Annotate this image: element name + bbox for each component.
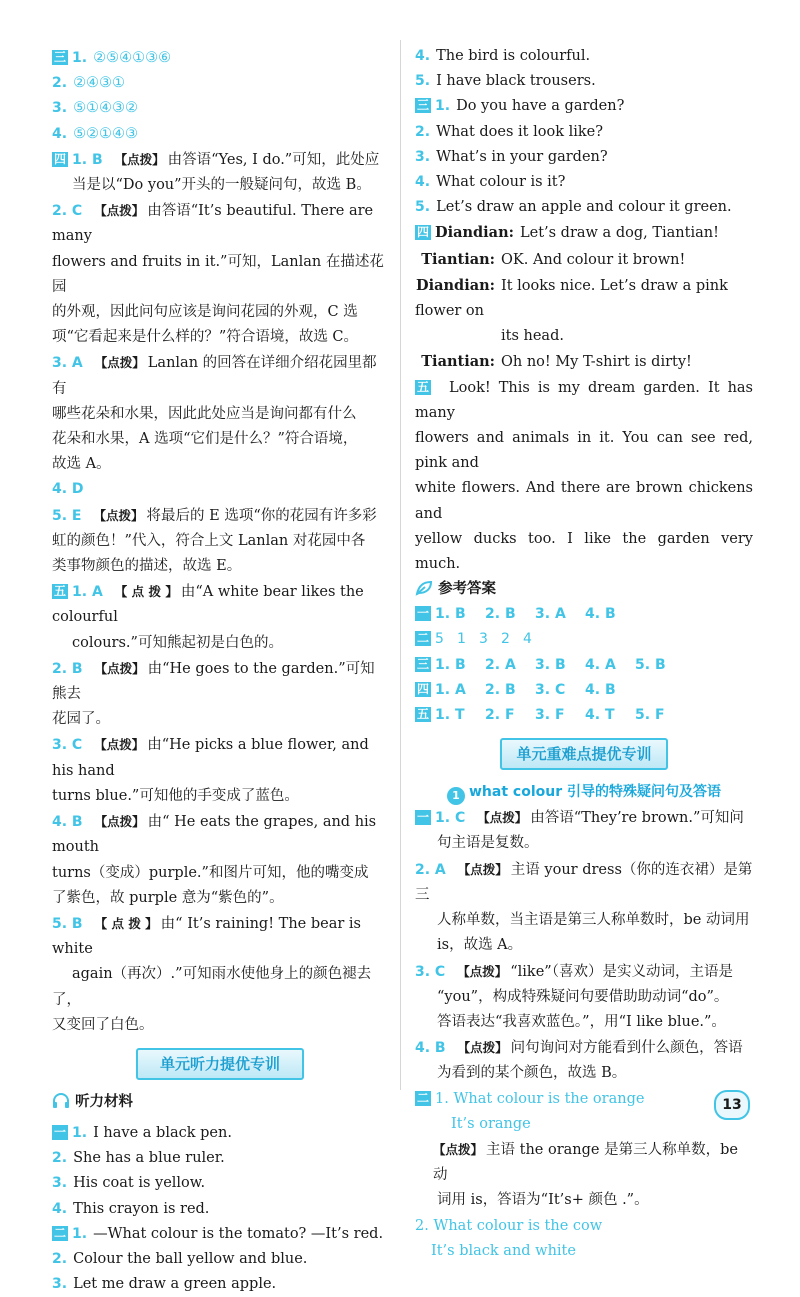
material-part-2-cont: [415, 44, 753, 94]
section-badge: 三: [417, 656, 430, 671]
page-number: 13: [714, 1090, 750, 1120]
section-5-explanations: [52, 579, 388, 1038]
section-badge: 二: [54, 1225, 67, 1240]
dialogue-line: Diandian: It looks nice. Let’s draw a pink flower on its head.: [415, 276, 728, 345]
topic-part-2: [415, 1087, 753, 1264]
list-item: 3. What’s in your garden?: [415, 148, 608, 165]
key-points-banner: 单元重难点提优专训: [500, 738, 668, 770]
dialogue-line: 四 Diandian: Let’s draw a dog, Tiantian!: [417, 224, 719, 242]
tip-block: 【点拨】 主语 the orange 是第三人称单数，be 动 词用 is，答语为“It’s+ 颜色 .”。: [433, 1141, 738, 1209]
list-item: 三 1. ②⑤④①③⑥: [54, 50, 172, 66]
list-item: 3. Let me draw a green apple.: [52, 1276, 277, 1293]
list-item: 2. C 【点拨】 由答语“It’s beautiful. There are many flowers and fruits in it.”可知，Lanlan 在描述花园 的外观，因此问句应该是询问花园的外观，C 选 项“它看起来是什么样的？”符合语境，故选 C。: [52, 203, 384, 346]
section-badge: 四: [54, 151, 67, 166]
answer-line: It’s orange: [451, 1115, 531, 1132]
answer-row: 三 1. B 2. A 3. B 4. A 5. B: [417, 656, 666, 673]
section-badge: 五: [54, 584, 67, 599]
right-column: [415, 44, 753, 1264]
section-badge: 三: [417, 98, 430, 113]
list-item: 2. What does it look like?: [415, 123, 604, 140]
list-item: 3. A 【点拨】 Lanlan 的回答在详细介绍花园里都有 哪些花朵和水果，因此此处应当是询问都有什么 花朵和水果，A 选项“它们是什么？”符合语境， 故选 A。: [52, 355, 377, 473]
leaf-icon: [415, 581, 433, 597]
answer-row: 四 1. A 2. B 3. C 4. B: [417, 681, 616, 698]
left-column: [52, 46, 388, 1297]
column-divider: [400, 40, 401, 1090]
list-item: 一 1. C 【点拨】 由答语“They’re brown.”可知问 句主语是复数。: [417, 810, 744, 852]
list-item: 4. What colour is it?: [415, 174, 566, 191]
list-item: 2. She has a blue ruler.: [52, 1150, 225, 1167]
dialogue-line: Tiantian: OK. And colour it brown!: [421, 250, 686, 268]
reference-heading: [415, 577, 753, 602]
answer-key: [415, 602, 753, 728]
list-item: 2. B 【点拨】 由“He goes to the garden.”可知熊去 花园了。: [52, 660, 375, 728]
list-item: 3. C 【点拨】 由“He picks a blue flower, and his hand turns blue.”可知他的手变成了蓝色。: [52, 737, 369, 804]
list-item: 3. C 【点拨】 “like”（喜欢）是实义动词，主语是 “you”，构成特殊疑问句要借助助动词“do”。 答语表达“我喜欢蓝色。”，用“I like blue.”。: [415, 963, 733, 1030]
material-title: 听力材料: [75, 1093, 134, 1110]
list-item: 一 1. I have a black pen.: [54, 1124, 232, 1141]
section-badge: 一: [417, 810, 430, 825]
list-item: 2. What colour is the cow: [415, 1217, 603, 1234]
list-item: 2. ②④③①: [52, 75, 126, 92]
list-item: 3. ⑤①④③②: [52, 100, 139, 117]
material-part-3: [415, 94, 753, 220]
list-item: 二 1. —What colour is the tomato? —It’s red.: [54, 1225, 384, 1242]
list-item: 5. I have black trousers.: [415, 73, 596, 90]
list-item: 4. D: [52, 481, 84, 498]
section-badge: 一: [417, 606, 430, 621]
list-item: 4. B 【点拨】 问句询问对方能看到什么颜色，答语 为看到的某个颜色，故选 B。: [415, 1040, 743, 1082]
list-item: 2. Colour the ball yellow and blue.: [52, 1250, 308, 1267]
list-item: 4. ⑤②①④③: [52, 125, 139, 142]
list-item: 4. This crayon is red.: [52, 1200, 210, 1217]
section-badge: 五: [417, 379, 430, 394]
material-part-5-passage: 五 Look! This is my dream garden. It has many flowers and animals in it. You can see red, pink and white flowers. And there are brown chickens and yellow ducks too. I like the garden very much.: [415, 379, 753, 573]
reference-title: 参考答案: [438, 581, 497, 598]
section-badge: 二: [417, 1090, 430, 1105]
section-badge: 三: [54, 50, 67, 64]
answer-row: 五 1. T 2. F 3. F 4. T 5. F: [417, 707, 665, 724]
list-item: 5. E 【点拨】 将最后的 E 选项“你的花园有许多彩 虹的颜色！”代入，符合上文 Lanlan 对花园中各 类事物颜色的描述，故选 E。: [52, 507, 377, 575]
answer-row: 一 1. B 2. B 3. A 4. B: [417, 606, 616, 623]
section-badge: 一: [54, 1124, 67, 1139]
list-item: 5. B 【 点 拨 】 由“ It’s raining! The bear is white again（再次）.”可知雨水使他身上的颜色褪去了， 又变回了白色。: [52, 915, 372, 1033]
list-item: 4. B 【点拨】 由“ He eats the grapes, and his mouth turns（变成）purple.”和图片可知，他的嘴变成 了紫色，故 purple 意为“紫色的”。: [52, 814, 377, 906]
section-badge: 二: [417, 631, 430, 646]
list-item: 三 1. Do you have a garden?: [417, 98, 625, 115]
section-3-orders: [52, 46, 388, 147]
topic-title: what colour 引导的特殊疑问句及答语: [469, 784, 721, 801]
list-item: 3. His coat is yellow.: [52, 1175, 206, 1192]
list-item: 4. The bird is colourful.: [415, 48, 591, 64]
list-item: 二 1. What colour is the orange: [417, 1090, 645, 1107]
answer-line: It’s black and white: [431, 1242, 576, 1259]
headphones-icon: [52, 1094, 70, 1110]
topic-part-1: [415, 805, 753, 1086]
section-badge: 四: [417, 225, 430, 240]
list-item: 四 1. B 【点拨】 由答语“Yes, I do.”可知，此处应 当是以“Do you”开头的一般疑问句，故选 B。: [54, 151, 380, 194]
topic-number-badge: 1: [447, 787, 465, 805]
section-4-explanations: [52, 147, 388, 579]
answer-row: 二 5 1 3 2 4: [417, 631, 532, 648]
list-item: 2. A 【点拨】 主语 your dress（你的连衣裙）是第三 人称单数，当主语是第三人称单数时，be 动词用 is，故选 A。: [415, 861, 753, 954]
material-heading: [52, 1090, 388, 1115]
material-part-2: [52, 1222, 388, 1297]
section-badge: 四: [417, 681, 430, 696]
dialogue-line: Tiantian: Oh no! My T-shirt is dirty!: [421, 353, 692, 371]
material-part-1: [52, 1121, 388, 1222]
section-badge: 五: [417, 707, 430, 722]
topic-heading: [415, 780, 753, 805]
list-item: 五 1. A 【 点 拨 】 由“A white bear likes the colourful colours.”可知熊起初是白色的。: [52, 584, 364, 651]
list-item: 5. Let’s draw an apple and colour it green.: [415, 199, 732, 216]
listening-banner: 单元听力提优专训: [136, 1048, 304, 1080]
material-part-4-dialogue: [415, 220, 753, 375]
